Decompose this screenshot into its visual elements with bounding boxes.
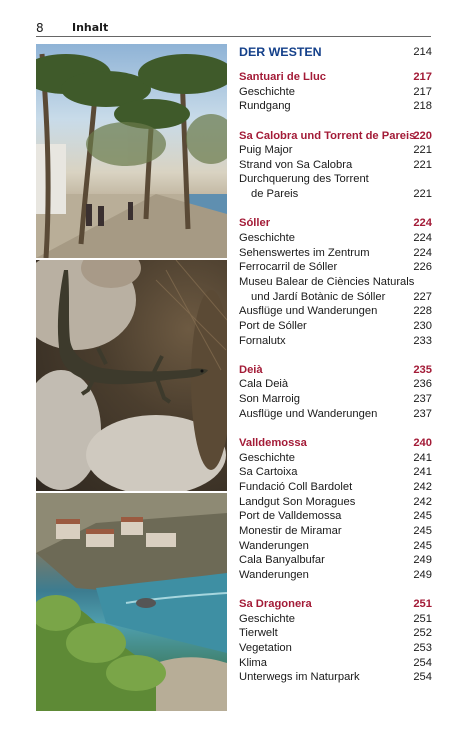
entry-page: 227 [413, 290, 432, 303]
running-title: Inhalt [72, 21, 109, 34]
section-title: Sóller [239, 217, 271, 230]
entry-page: 245 [413, 524, 432, 537]
entry-title: Landgut Son Moragues [239, 495, 356, 508]
entry-page: 218 [413, 100, 432, 113]
entry-page: 254 [413, 671, 432, 684]
lizard-photo [36, 260, 227, 491]
entry-page: 230 [413, 319, 432, 332]
entry-title: Ausflüge und Wanderungen [239, 305, 378, 318]
entry-page: 224 [413, 246, 432, 259]
section-title: Deià [239, 363, 263, 376]
toc-entry [239, 539, 432, 554]
toc-entry [239, 480, 432, 495]
toc-entry [239, 568, 432, 583]
entry-title: Son Marroig [239, 393, 300, 406]
palm-promenade-illustration [36, 44, 227, 258]
entry-page: 241 [413, 451, 432, 464]
toc-entry [239, 656, 432, 671]
toc-entry [239, 451, 432, 466]
entry-page: 236 [413, 378, 432, 391]
toc-entry [239, 290, 432, 305]
entry-page: 224 [413, 232, 432, 245]
toc-entry [239, 246, 432, 261]
toc-entry [239, 509, 432, 524]
entry-page: 242 [413, 480, 432, 493]
section-heading [239, 436, 432, 451]
entry-page: 226 [413, 261, 432, 274]
entry-page: 221 [413, 188, 432, 201]
part-page: 214 [413, 46, 432, 58]
entry-title: Cala Banyalbufar [239, 554, 325, 567]
entry-title: Rundgang [239, 100, 291, 113]
section-title: Sa Dragonera [239, 598, 312, 611]
entry-title: Cala Deià [239, 378, 289, 391]
part-title: DER WESTEN [239, 45, 322, 59]
entry-title: Puig Major [239, 144, 293, 157]
entry-title: Sehenswertes im Zentrum [239, 246, 370, 259]
toc-sections [239, 70, 432, 685]
entry-title: Ferrocarril de Sóller [239, 261, 338, 274]
entry-page: 249 [413, 568, 432, 581]
entry-title: Geschichte [239, 232, 295, 245]
entry-title: und Jardí Botànic de Sóller [251, 290, 386, 303]
entry-page: 252 [413, 627, 432, 640]
entry-title: Wanderungen [239, 568, 309, 581]
toc-entry [239, 85, 432, 100]
toc-entry [239, 392, 432, 407]
entry-page: 254 [413, 656, 432, 669]
toc-entry [239, 377, 432, 392]
toc-entry [239, 465, 432, 480]
toc-entry [239, 99, 432, 114]
entry-title: Fundació Coll Bardolet [239, 480, 353, 493]
entry-page: 233 [413, 334, 432, 347]
header-rule [36, 36, 431, 37]
entry-title: de Pareis [251, 188, 299, 201]
entry-page: 228 [413, 305, 432, 318]
section-page: 220 [413, 129, 432, 142]
table-of-contents [239, 42, 432, 685]
section-page: 240 [413, 437, 432, 450]
coastal-cove-photo [36, 493, 227, 711]
entry-title: Port de Valldemossa [239, 510, 342, 523]
entry-page: 241 [413, 466, 432, 479]
toc-entry [239, 407, 432, 422]
section-heading [239, 363, 432, 378]
entry-page: 242 [413, 495, 432, 508]
toc-entry [239, 626, 432, 641]
entry-page: 251 [413, 612, 432, 625]
page-number: 8 [36, 21, 44, 35]
palm-promenade-photo [36, 44, 227, 258]
toc-entry [239, 172, 432, 187]
section-heading [239, 597, 432, 612]
toc-entry [239, 670, 432, 685]
section-page: 217 [413, 71, 432, 83]
entry-title: Tierwelt [239, 627, 278, 640]
entry-title: Ausflüge und Wanderungen [239, 407, 378, 420]
section-page: 224 [413, 217, 432, 230]
toc-entry [239, 641, 432, 656]
entry-title: Klima [239, 656, 267, 669]
part-heading [239, 42, 432, 62]
entry-page: 217 [413, 85, 432, 98]
toc-entry [239, 304, 432, 319]
toc-entry [239, 231, 432, 246]
entry-title: Monestir de Miramar [239, 524, 342, 537]
entry-title: Vegetation [239, 641, 292, 654]
entry-title: Unterwegs im Naturpark [239, 671, 360, 684]
entry-page: 221 [413, 144, 432, 157]
coastal-cove-illustration [36, 493, 227, 711]
section-heading [239, 216, 432, 231]
section-title: Valldemossa [239, 437, 307, 450]
toc-entry [239, 275, 432, 290]
lizard-illustration [36, 260, 227, 491]
toc-entry [239, 319, 432, 334]
entry-title: Fornalutx [239, 334, 286, 347]
toc-entry [239, 612, 432, 627]
toc-entry [239, 524, 432, 539]
toc-entry [239, 143, 432, 158]
entry-title: Geschichte [239, 612, 295, 625]
toc-entry [239, 260, 432, 275]
entry-title: Port de Sóller [239, 319, 307, 332]
section-title: Santuari de Lluc [239, 71, 327, 83]
section-page: 251 [413, 598, 432, 611]
entry-page: 237 [413, 393, 432, 406]
entry-page: 249 [413, 554, 432, 567]
section-heading [239, 129, 432, 144]
entry-title: Durchquerung des Torrent [239, 173, 369, 186]
entry-title: Museu Balear de Ciències Naturals [239, 275, 415, 288]
section-heading [239, 70, 432, 85]
entry-page: 253 [413, 641, 432, 654]
entry-page: 221 [413, 158, 432, 171]
entry-title: Sa Cartoixa [239, 466, 298, 479]
entry-title: Geschichte [239, 451, 295, 464]
entry-page: 245 [413, 510, 432, 523]
toc-entry [239, 158, 432, 173]
entry-title: Wanderungen [239, 539, 309, 552]
section-page: 235 [413, 363, 432, 376]
entry-page: 245 [413, 539, 432, 552]
entry-title: Geschichte [239, 85, 295, 98]
toc-entry [239, 495, 432, 510]
toc-entry [239, 334, 432, 349]
toc-entry [239, 553, 432, 568]
section-title: Sa Calobra und Torrent de Pareis [239, 129, 416, 142]
entry-title: Strand von Sa Calobra [239, 158, 353, 171]
toc-entry [239, 187, 432, 202]
entry-page: 237 [413, 407, 432, 420]
